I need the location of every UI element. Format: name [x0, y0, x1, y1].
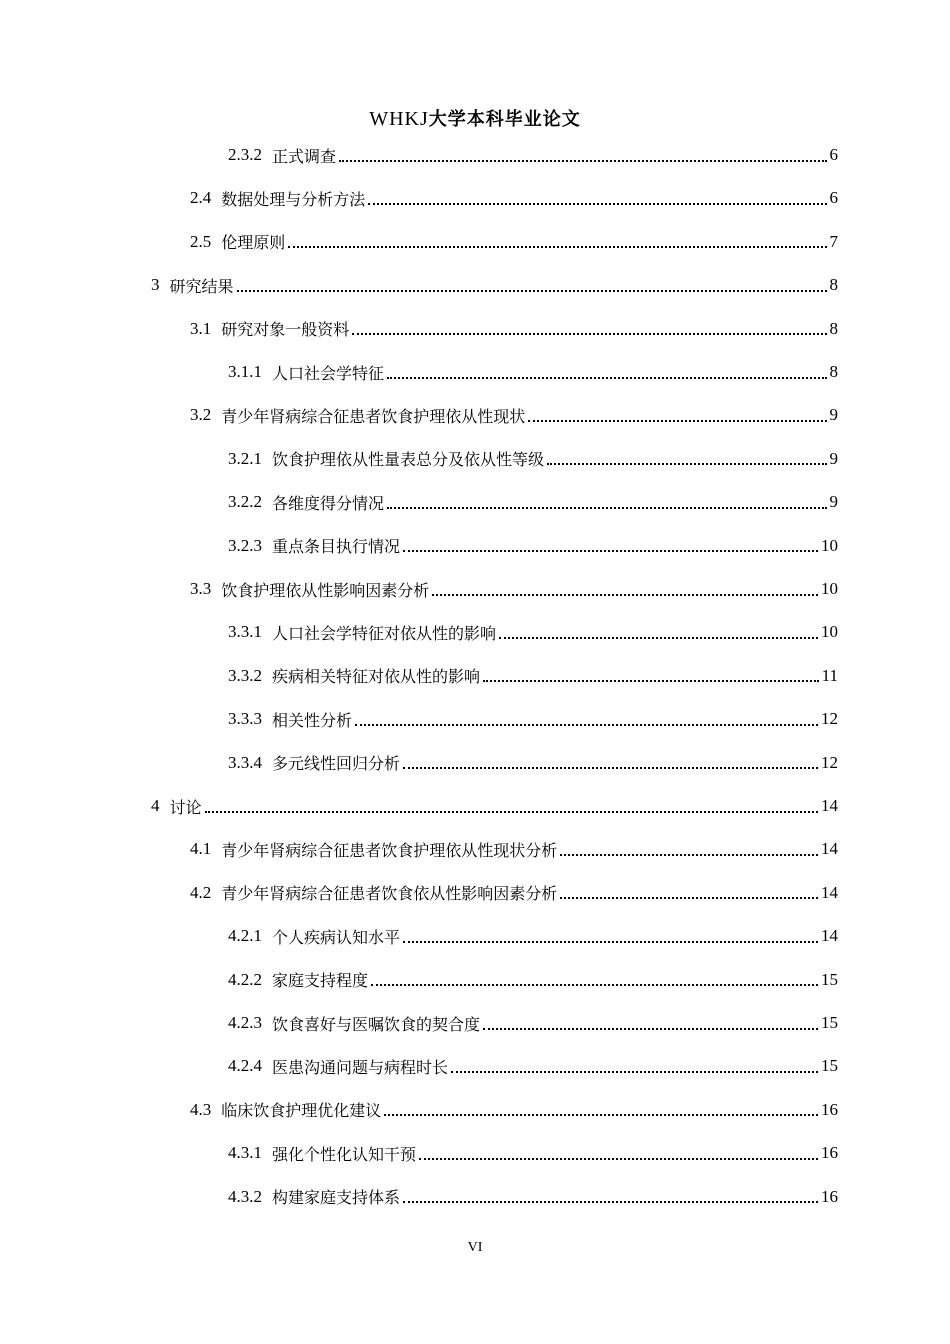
- toc-entry-title: 饮食护理依从性影响因素分析: [221, 580, 430, 600]
- toc-entry-page: 14: [821, 839, 838, 859]
- toc-entry[interactable]: [190, 394, 838, 436]
- toc-entry-title: 个人疾病认知水平: [272, 927, 401, 947]
- toc-entry-page: 8: [829, 318, 838, 338]
- toc-entry-page: 10: [821, 622, 838, 642]
- toc-entry[interactable]: [228, 1002, 838, 1044]
- toc-entry-number: 4.3: [190, 1099, 212, 1119]
- toc-entry-title: 多元线性回归分析: [272, 754, 401, 774]
- toc-entry-number: 3.1: [190, 318, 212, 338]
- toc-entry-number: 3.3: [190, 579, 212, 598]
- toc-entry-page: 10: [821, 535, 838, 555]
- toc-entry-page: 16: [821, 1143, 838, 1163]
- toc-entry-page: 9: [829, 405, 838, 425]
- toc-entry-number: 3.2.1: [228, 448, 262, 468]
- toc-dot-leader: [355, 723, 818, 726]
- toc-entry-page: 16: [821, 1186, 838, 1206]
- toc-entry[interactable]: [190, 828, 838, 870]
- toc-entry-number: 2.4: [190, 188, 212, 208]
- toc-entry-title: 伦理原则: [221, 233, 286, 253]
- toc-entry-title: 临床饮食护理优化建议: [221, 1101, 382, 1121]
- toc-entry-page: 6: [829, 188, 838, 208]
- toc-entry[interactable]: [228, 134, 838, 176]
- toc-entry-page: 6: [829, 145, 838, 164]
- header-chinese: 大学本科毕业论文: [428, 109, 581, 130]
- toc-dot-leader: [560, 853, 818, 856]
- toc-entry-number: 3.2.3: [228, 535, 262, 555]
- toc-entry[interactable]: [228, 611, 838, 653]
- toc-entry-page: 14: [821, 882, 838, 902]
- toc-entry[interactable]: [228, 742, 838, 784]
- toc-entry-page: 9: [829, 492, 838, 512]
- toc-entry[interactable]: [228, 959, 838, 1001]
- toc-entry-title: 强化个性化认知干预: [272, 1144, 417, 1164]
- toc-entry-number: 4.2.3: [228, 1013, 262, 1032]
- toc-entry-page: 8: [829, 275, 838, 295]
- toc-dot-leader: [419, 1157, 818, 1160]
- toc-entry-page: 12: [821, 752, 838, 772]
- toc-entry-title: 数据处理与分析方法: [221, 189, 366, 209]
- toc-entry-title: 相关性分析: [272, 710, 353, 730]
- toc-entry-title: 医患沟通问题与病程时长: [272, 1057, 449, 1077]
- toc-entry[interactable]: [190, 308, 838, 350]
- toc-dot-leader: [352, 332, 826, 335]
- toc-entry-title: 人口社会学特征对依从性的影响: [272, 623, 497, 643]
- page-header: [0, 104, 950, 134]
- toc-dot-leader: [371, 983, 818, 986]
- toc-entry-page: 12: [821, 709, 838, 729]
- toc-dot-leader: [339, 159, 826, 162]
- toc-entry-page: 14: [821, 796, 838, 815]
- header-latin: WHKJ: [369, 108, 429, 130]
- toc-entry[interactable]: [151, 785, 838, 827]
- toc-entry[interactable]: [228, 525, 838, 567]
- toc-entry-number: 3.3.2: [228, 665, 262, 685]
- toc-entry-number: 3.1.1: [228, 362, 262, 381]
- toc-entry-page: 10: [821, 579, 838, 598]
- toc-dot-leader: [403, 549, 818, 552]
- toc-entry-page: 8: [829, 362, 838, 381]
- toc-dot-leader: [403, 940, 818, 943]
- toc-entry[interactable]: [228, 655, 838, 697]
- toc-dot-leader: [237, 289, 827, 292]
- toc-entry-title: 饮食喜好与医嘱饮食的契合度: [272, 1014, 481, 1034]
- toc-entry-number: 2.5: [190, 231, 212, 251]
- toc-entry-title: 家庭支持程度: [272, 971, 369, 991]
- toc-entry-title: 青少年肾病综合征患者饮食护理依从性现状分析: [221, 840, 558, 860]
- toc-entry[interactable]: [228, 915, 838, 957]
- toc-entry-title: 研究结果: [169, 276, 234, 296]
- toc-entry-title: 正式调查: [272, 146, 337, 166]
- toc-entry-title: 青少年肾病综合征患者饮食护理依从性现状: [221, 406, 526, 426]
- toc-dot-leader: [403, 766, 818, 769]
- toc-dot-leader: [483, 1027, 818, 1030]
- toc-entry-number: 2.3.2: [228, 145, 262, 164]
- toc-dot-leader: [387, 376, 826, 379]
- toc-entry-page: 14: [821, 926, 838, 946]
- toc-dot-leader: [483, 679, 819, 682]
- toc-entry[interactable]: [228, 438, 838, 480]
- toc-entry-title: 讨论: [169, 797, 202, 817]
- toc-entry-title: 构建家庭支持体系: [272, 1188, 401, 1208]
- toc-entry-page: 15: [821, 969, 838, 989]
- toc-dot-leader: [547, 462, 826, 465]
- toc-entry-number: 3.3.4: [228, 752, 262, 772]
- toc-entry-number: 3.2.2: [228, 492, 262, 512]
- toc-entry[interactable]: [190, 872, 838, 914]
- toc-entry[interactable]: [228, 1045, 838, 1087]
- page-number: VI: [467, 1240, 483, 1255]
- toc-dot-leader: [205, 810, 818, 813]
- toc-entry-number: 3: [151, 275, 160, 295]
- toc-entry-number: 4.2.1: [228, 926, 262, 946]
- toc-entry-page: 15: [821, 1056, 838, 1076]
- toc-entry[interactable]: [228, 481, 838, 523]
- toc-entry-number: 3.3.1: [228, 622, 262, 642]
- toc-entry-number: 4.2: [190, 882, 212, 902]
- toc-dot-leader: [288, 245, 826, 248]
- toc-entry-title: 疾病相关特征对依从性的影响: [272, 667, 481, 687]
- toc-entry-number: 3.3.3: [228, 709, 262, 729]
- toc-entry[interactable]: [228, 698, 838, 740]
- toc-entry-number: 4.2.2: [228, 969, 262, 989]
- toc-entry[interactable]: [190, 221, 838, 263]
- toc-dot-leader: [368, 202, 826, 205]
- toc-dot-leader: [403, 1200, 818, 1203]
- toc-entry[interactable]: [190, 1089, 838, 1131]
- toc-dot-leader: [560, 896, 818, 899]
- toc-dot-leader: [499, 636, 818, 639]
- toc-entry-title: 青少年肾病综合征患者饮食依从性影响因素分析: [221, 884, 558, 904]
- toc-dot-leader: [528, 419, 826, 422]
- toc-entry-title: 研究对象一般资料: [221, 320, 350, 340]
- toc-entry-page: 9: [829, 448, 838, 468]
- toc-entry-title: 人口社会学特征: [272, 363, 385, 383]
- toc-entry-title: 各维度得分情况: [272, 493, 385, 513]
- toc-entry-page: 7: [829, 231, 838, 251]
- toc-entry[interactable]: [190, 568, 838, 610]
- toc-dot-leader: [451, 1070, 818, 1073]
- toc-entry-number: 4: [151, 796, 160, 815]
- toc-entry[interactable]: [151, 264, 838, 306]
- toc-entry-number: 4.1: [190, 839, 212, 859]
- toc-entry-page: 11: [821, 665, 838, 685]
- toc-entry-page: 16: [821, 1099, 838, 1119]
- toc-dot-leader: [384, 1113, 818, 1116]
- toc-entry[interactable]: [228, 351, 838, 393]
- toc-entry-number: 4.3.2: [228, 1186, 262, 1206]
- toc-entry-title: 饮食护理依从性量表总分及依从性等级: [272, 450, 545, 470]
- toc-entry-number: 4.2.4: [228, 1056, 262, 1076]
- toc-dot-leader: [432, 593, 818, 596]
- toc-entry-page: 15: [821, 1013, 838, 1032]
- toc-entry[interactable]: [228, 1176, 838, 1218]
- toc-dot-leader: [387, 506, 826, 509]
- toc-entry-number: 4.3.1: [228, 1143, 262, 1163]
- toc-entry[interactable]: [190, 177, 838, 219]
- toc-entry[interactable]: [228, 1132, 838, 1174]
- toc-entry-title: 重点条目执行情况: [272, 537, 401, 557]
- toc-entry-number: 3.2: [190, 405, 212, 425]
